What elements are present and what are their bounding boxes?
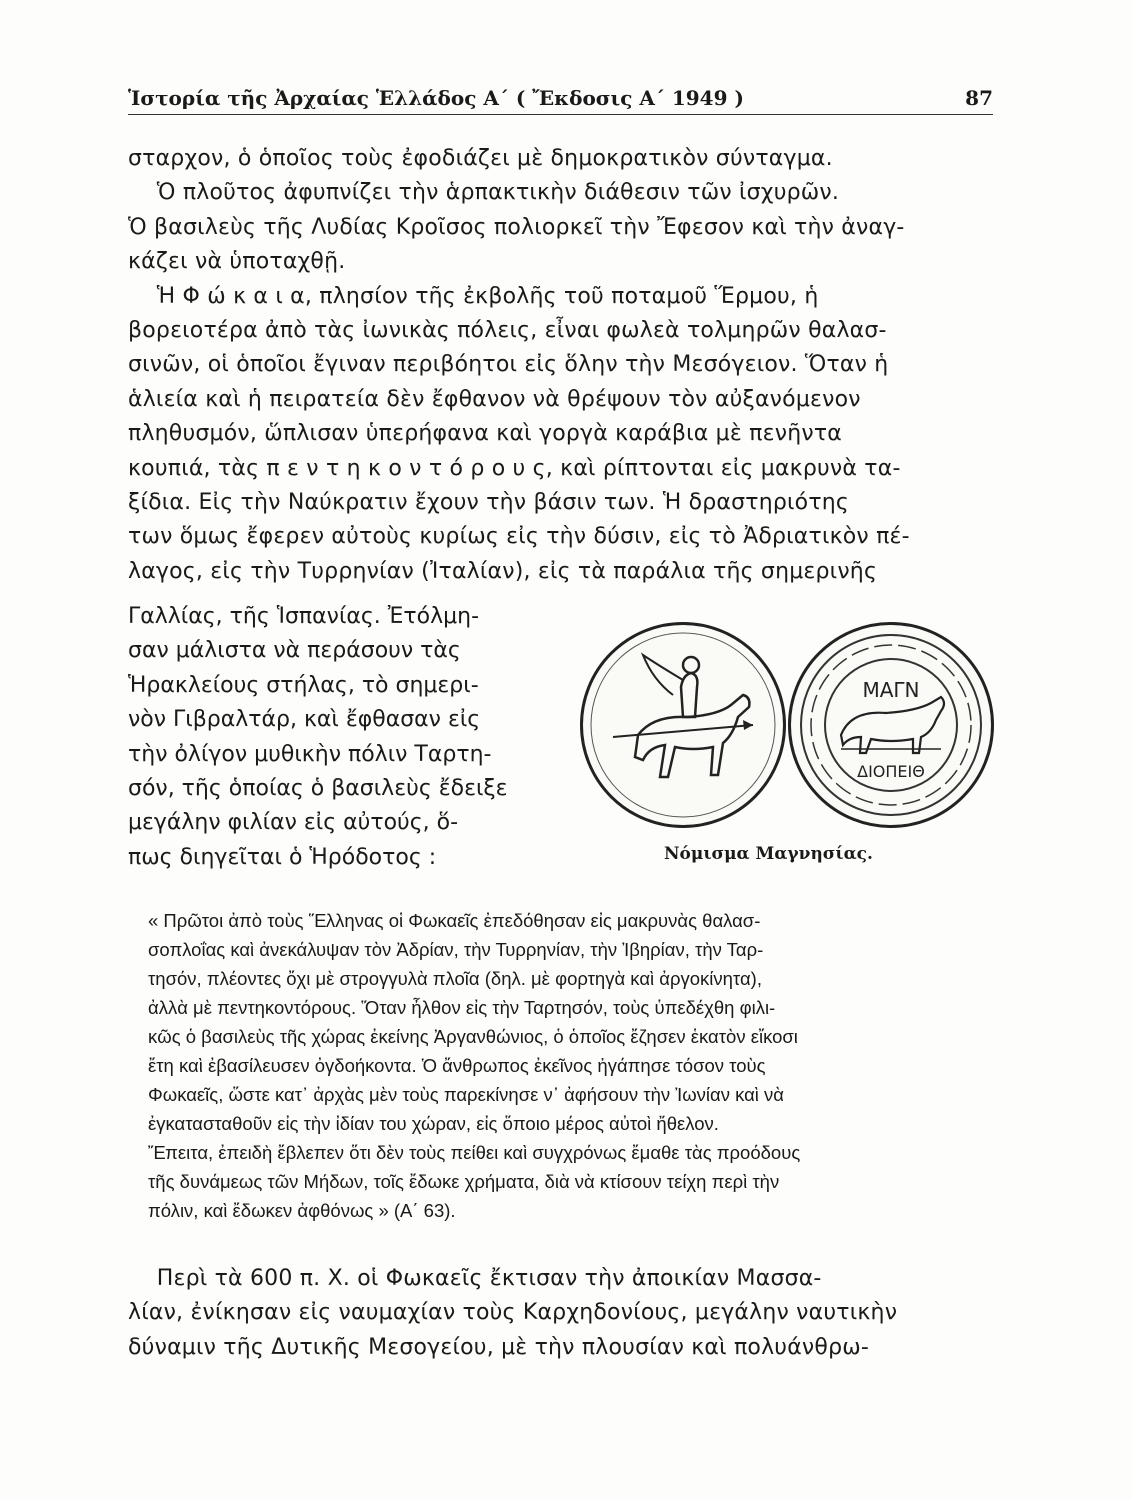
paragraph-phocaea — [128, 142, 993, 589]
text-line: ξίδια. Εἰς τὴν Ναύκρατιν ἔχουν τὴν βάσιν των. Ἡ δραστηριότης — [128, 489, 850, 515]
quote-line: σοπλοΐας καὶ ἀνεκάλυψαν τὸν Ἀδρίαν, τὴν Τυρρηνίαν, τὴν Ἰβηρίαν, τὴν Ταρ- — [148, 939, 764, 960]
text-line: Ὁ πλοῦτος ἀφυπνίζει τὴν ἁρπακτικὴν διάθεσιν τῶν ἰσχυρῶν. — [128, 180, 840, 206]
coin-legend-bottom: ΔΙΟΠΕΙΘ — [857, 762, 925, 781]
text-line: Γαλλίας, τῆς Ἱσπανίας. Ἐτόλμη- — [128, 604, 480, 629]
text-line: βορειοτέρα ἀπὸ τὰς ἰωνικὰς πόλεις, εἶναι φωλεὰ τολμηρῶν θαλασ- — [128, 317, 887, 343]
text-line: δύναμιν τῆς Δυτικῆς Μεσογείου, μὲ τὴν πλουσίαν καὶ πολυάνθρω- — [128, 1334, 870, 1360]
text-line: των ὅμως ἔφερεν αὐτοὺς κυρίως εἰς τὴν δύσιν, εἰς τὸ Ἀδριατικὸν πέ- — [128, 524, 910, 550]
text-line: σαν μάλιστα νὰ περάσουν τὰς — [128, 638, 461, 664]
horseman-drawing — [583, 625, 783, 825]
text-line: πληθυσμόν, ὥπλισαν ὑπερήφανα καὶ γοργὰ καράβια μὲ πενῆντα — [128, 421, 842, 447]
text-line: μεγάλην φιλίαν εἰς αὐτούς, ὅ- — [128, 810, 459, 836]
header-rule — [128, 114, 993, 115]
text-line: Ἡρακλείους στήλας, τὸ σημερι- — [128, 672, 479, 698]
coin-legend-top: ΜΑΓΝ — [862, 678, 920, 702]
quote-line: τῆς δυνάμεως τῶν Μήδων, τοῖς ἔδωκε χρήματα, διὰ νὰ κτίσουν τείχη περὶ τὴν — [148, 1171, 780, 1192]
quote-line: Ἔπειτα, ἐπειδὴ ἔβλεπεν ὅτι δὲν τοὺς πείθει καὶ συγχρόνως ἔμαθε τὰς προόδους — [148, 1142, 801, 1163]
quote-line: ἐγκατασταθοῦν εἰς τὴν ἰδίαν του χώραν, εἰς ὅποιο μέρος αὐτοὶ ἤθελον. — [148, 1113, 719, 1134]
figure-caption: Νόμισμα Μαγνησίας. — [664, 844, 873, 864]
text-line: Ὁ βασιλεὺς τῆς Λυδίας Κροῖσος πολιορκεῖ τὴν Ἔφεσον καὶ τὴν ἀναγ- — [128, 214, 905, 240]
bull-drawing — [791, 625, 991, 825]
text-line: ἁλιεία καὶ ἡ πειρατεία δὲν ἔφθανον νὰ θρέψουν τὸν αὐξανόμενον — [128, 386, 861, 412]
coin-figure — [568, 612, 998, 872]
quote-line: ἔτη καὶ ἐβασίλευσεν ὀγδοήκοντα. Ὁ ἄνθρωπος ἐκεῖνος ἠγάπησε τόσον τοὺς — [148, 1055, 766, 1076]
coin-reverse-bull — [788, 622, 994, 828]
quote-line: κῶς ὁ βασιλεὺς τῆς χώρας ἐκείνης Ἀργανθώνιος, ὁ ὁποῖος ἔζησεν ἑκατὸν εἴκοσι — [148, 1026, 798, 1047]
page-number: 87 — [965, 86, 993, 110]
text-line: Περὶ τὰ 600 π. Χ. οἱ Φωκαεῖς ἔκτισαν τὴν ἀποικίαν Μασσα- — [128, 1266, 822, 1291]
running-header — [128, 86, 993, 118]
running-title: Ἱστορία τῆς Ἀρχαίας Ἑλλάδος Α΄ ( Ἔκδοσις Α΄ 1949 ) — [128, 86, 744, 110]
paragraph-massalia — [128, 1262, 993, 1365]
text-line: κουπιά, τὰς π ε ν τ η κ ο ν τ ό ρ ο υ ς, καὶ ρίπτονται εἰς μακρυνὰ τα- — [128, 455, 901, 481]
text-line: κάζει νὰ ὑποταχθῇ. — [128, 249, 346, 275]
text-line: πως διηγεῖται ὁ Ἡρόδοτος : — [128, 844, 437, 870]
coin-obverse-horseman — [580, 622, 786, 828]
quote-line: πόλιν, καὶ ἔδωκεν ἀφθόνως » (Α΄ 63). — [148, 1200, 456, 1221]
quote-line: τησόν, πλέοντες ὄχι μὲ στρογγυλὰ πλοῖα (δηλ. μὲ φορτηγὰ καὶ ἀργοκίνητα), — [148, 968, 762, 989]
paragraph-narrow-beside-figure — [128, 600, 548, 875]
text-line: σταρχον, ὁ ὁποῖος τοὺς ἐφοδιάζει μὲ δημοκρατικὸν σύνταγμα. — [128, 146, 833, 171]
text-line: τὴν ὀλίγον μυθικὴν πόλιν Ταρτη- — [128, 741, 492, 767]
herodotus-quotation — [148, 906, 988, 1225]
text-line: Ἡ Φ ώ κ α ι α, πλησίον τῆς ἐκβολῆς τοῦ ποταμοῦ Ἕρμου, ἡ — [128, 283, 819, 309]
text-line: λαγος, εἰς τὴν Τυρρηνίαν (Ἰταλίαν), εἰς τὰ παράλια τῆς σημερινῆς — [128, 558, 878, 584]
text-line: λίαν, ἐνίκησαν εἰς ναυμαχίαν τοὺς Καρχηδονίους, μεγάλην ναυτικὴν — [128, 1300, 898, 1326]
quote-line: « Πρῶτοι ἀπὸ τοὺς Ἕλληνας οἱ Φωκαεῖς ἐπεδόθησαν εἰς μακρυνὰς θαλασ- — [148, 910, 761, 931]
quote-line: ἀλλὰ μὲ πεντηκοντόρους. Ὅταν ἦλθον εἰς τὴν Ταρτησόν, τοὺς ὑπεδέχθη φιλι- — [148, 997, 776, 1018]
text-line: σόν, τῆς ὁποίας ὁ βασιλεὺς ἔδειξε — [128, 775, 508, 801]
quote-line: Φωκαεῖς, ὥστε κατ᾽ ἀρχὰς μὲν τοὺς παρεκίνησε ν᾽ ἀφήσουν τὴν Ἰωνίαν καὶ νὰ — [148, 1084, 785, 1105]
text-line: σινῶν, οἱ ὁποῖοι ἔγιναν περιβόητοι εἰς ὅλην τὴν Μεσόγειον. Ὅταν ἡ — [128, 352, 889, 378]
text-line: νὸν Γιβραλτάρ, καὶ ἔφθασαν εἰς — [128, 707, 481, 733]
